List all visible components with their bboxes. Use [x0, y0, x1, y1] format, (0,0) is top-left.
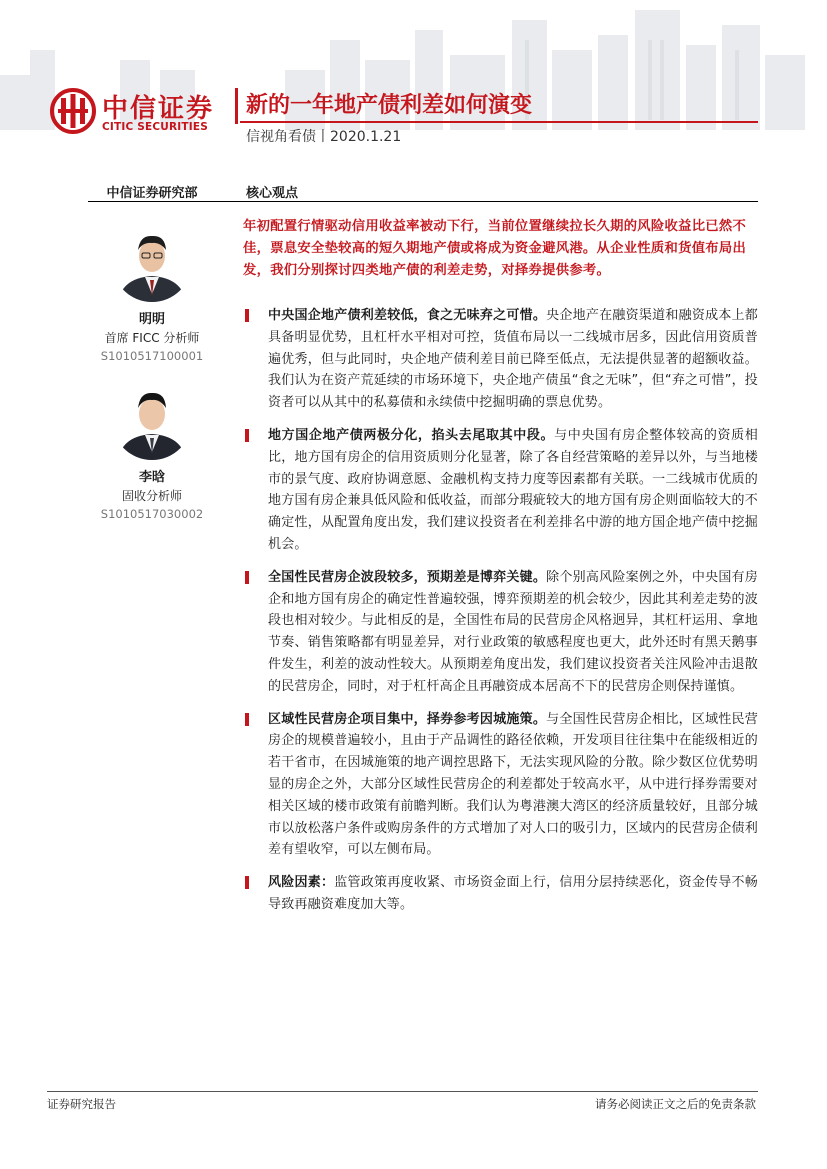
section-divider [88, 201, 758, 202]
core-summary: 年初配置行情驱动信用收益率被动下行，当前位置继续拉长久期的风险收益比已然不佳，票息安全垫较高的短久期地产债或将成为资金避风港。从企业性质和货值布局出发，我们分别探讨四类地产债的利差走势，对择券提供参考。 [243, 219, 747, 278]
footer-disclaimer: 请务必阅读正文之后的免责条款 [595, 1097, 756, 1111]
key-points-list [243, 305, 758, 927]
key-point-heading: 区域性民营房企项目集中，择券参考因城施策。 [268, 711, 547, 727]
logo-name-en: CITIC SECURITIES [102, 121, 209, 133]
logo-name-cn: 中信证券 [102, 94, 215, 124]
key-point-heading: 风险因素： [268, 875, 335, 891]
key-point [243, 305, 758, 414]
bullet-marker-icon [245, 876, 249, 889]
analyst-name: 李晗 [138, 470, 165, 485]
key-point-body: 监管政策再度收紧、市场资金面上行，信用分层持续恶化，资金传导不畅导致再融资难度加大等。 [268, 875, 758, 912]
analyst-card-2 [88, 469, 216, 523]
brand-logo [50, 88, 228, 136]
key-point [243, 709, 758, 862]
analyst-avatar-1 [112, 222, 192, 302]
section-title: 核心观点 [246, 186, 299, 201]
footer-divider [47, 1091, 758, 1092]
analyst-name: 明明 [138, 312, 165, 327]
citic-logo-icon [50, 88, 96, 134]
key-point-heading: 地方国企地产债两极分化，掐头去尾取其中段。 [268, 427, 555, 443]
bullet-marker-icon [245, 429, 249, 442]
bullet-marker-icon [245, 571, 249, 584]
analyst-id: S1010517030002 [100, 507, 204, 521]
person-portrait-icon [112, 222, 192, 302]
analyst-role: 首席 FICC 分析师 [104, 331, 200, 345]
key-point-body: 与中央国有房企整体较高的资质相比，地方国有房企的信用资质则分化显著，除了各自经营策略的差异以外，与当地楼市的景气度、政府协调意愿、金融机构支持力度等因素都有关联。一二线城市优质的地方国有房企兼具低风险和低收益，而部分瑕疵较大的地方国有房企则面临较大的不确定性，从配置角度出发，我们建议投资者在利差排名中游的地方国企地产债中挖掘机会。 [268, 427, 758, 552]
key-point [243, 425, 758, 556]
bullet-marker-icon [245, 309, 249, 322]
key-point [243, 567, 758, 698]
analyst-id: S1010517100001 [100, 349, 204, 363]
header-divider [240, 121, 758, 123]
key-point [243, 872, 758, 916]
key-point-body: 除个别高风险案例之外，中央国有房企和地方国有房企的确定性普遍较强，博弈预期差的机会较少，因此其利差走势的波段也相对较少。与此相反的是，全国性布局的民营房企风格迥异，其杠杆运用、拿地节奏、销售策略都有明显差异，对行业政策的敏感程度也更大，此外还时有黑天鹅事件发生，利差的波动性较大。从预期差角度出发，我们建议投资者关注风险冲击退散的民营房企，同时，对于杠杆高企且再融资成本居高不下的民营房企则保持谨慎。 [268, 569, 759, 694]
title-accent-bar [235, 88, 238, 124]
bullet-marker-icon [245, 713, 249, 726]
analyst-avatar-2 [112, 380, 192, 460]
analyst-role: 固收分析师 [121, 489, 182, 503]
footer-report-type: 证券研究报告 [47, 1097, 116, 1111]
report-subtitle: 信视角看债丨2020.1.21 [246, 129, 402, 145]
person-portrait-icon [112, 380, 192, 460]
key-point-body: 与全国性民营房企相比，区域性民营房企的规模普遍较小，且由于产品调性的路径依赖，开发项目往往集中在能级相近的若干省市，在因城施策的地产调控思路下，无法实现风险的分散。除少数区位优势明显的房企之外，大部分区域性民营房企的利差都处于较高水平，从中进行择券需要对相关区域的楼市政策有前瞻判断。我们认为粤港澳大湾区的经济质量较好，且部分城市以放松落户条件或购房条件的方式增加了对人口的吸引力，区域内的民营房企债利差有望收窄，可以左侧布局。 [268, 711, 759, 858]
key-point-body: 央企地产在融资渠道和融资成本上都具备明显优势，且杠杆水平相对可控，货值布局以一二线城市居多，因此信用资质普遍优秀，但与此同时，央企地产债利差目前已降至低点，无法提供显著的超额收益。我们认为在资产荒延续的市场环境下，央企地产债虽“食之无味”，但“弃之可惜”，投资者可以从其中的私募债和永续债中挖掘明确的票息优势。 [268, 308, 759, 411]
key-point-heading: 中央国企地产债利差较低，食之无味弃之可惜。 [268, 308, 547, 323]
key-point-heading: 全国性民营房企波段较多，预期差是博弈关键。 [268, 569, 547, 585]
report-title: 新的一年地产债利差如何演变 [246, 93, 533, 118]
department-label: 中信证券研究部 [106, 186, 198, 201]
analyst-card-1 [88, 311, 216, 365]
